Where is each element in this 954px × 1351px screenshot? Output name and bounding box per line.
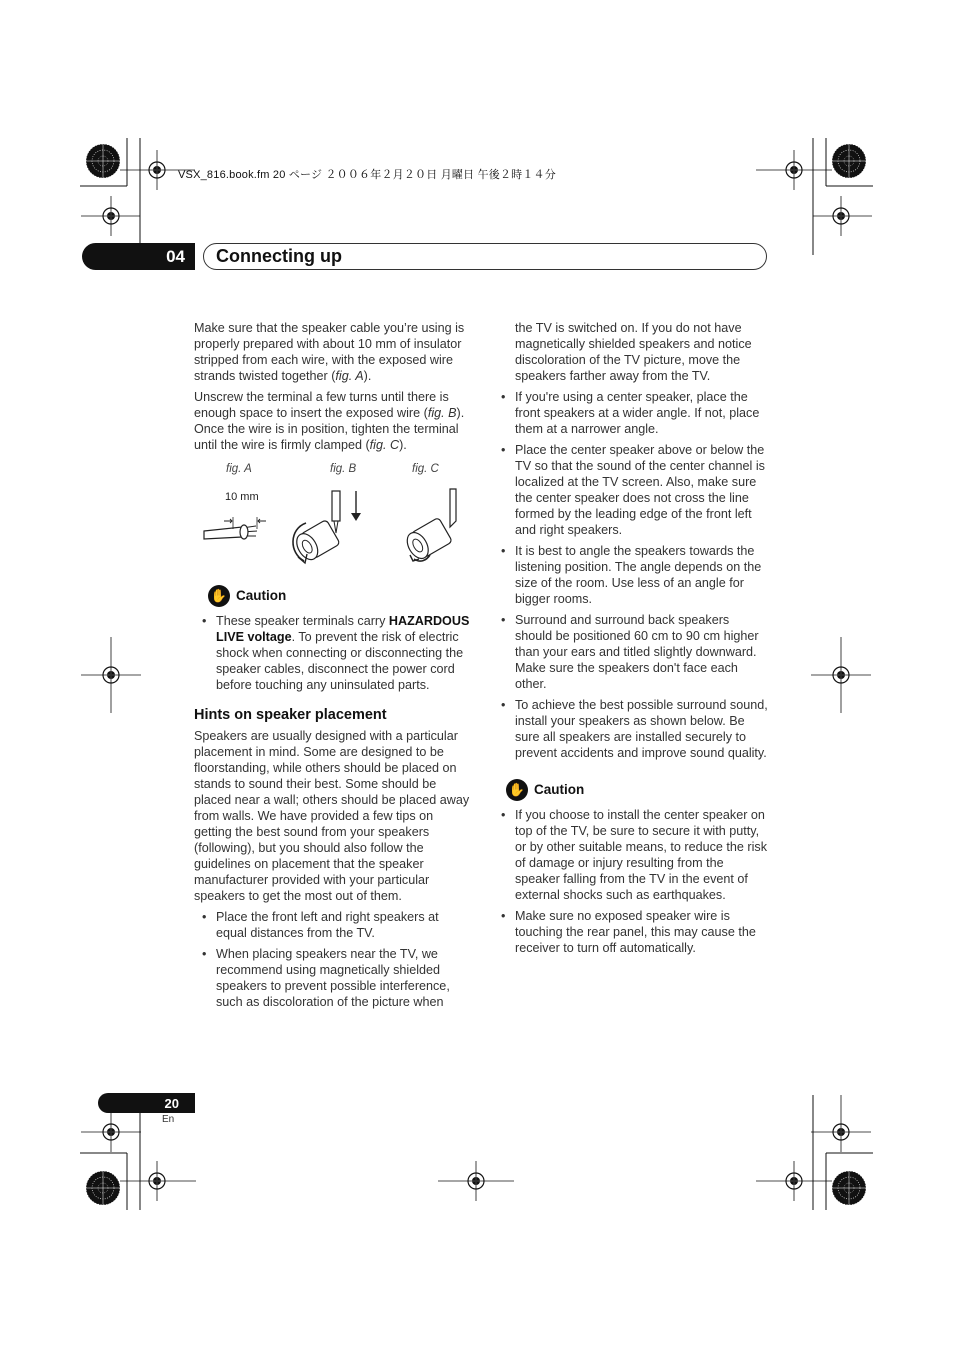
terminal-figures	[194, 461, 470, 579]
cable-prep-paragraph: Make sure that the speaker cable you’re using is properly prepared with about 10 mm of insulator stripped from each wire, with the exposed wire strands twisted together (fig. A).	[194, 321, 465, 383]
list-item: • Place the center speaker above or below the TV so that the sound of the center channel is localized at the TV screen. Also, make sure the center speaker does not cross the line formed by the leading edge of the front left and right speakers.	[493, 442, 768, 538]
fig-b-label: fig. B	[330, 463, 357, 475]
page-number: 20	[164, 1095, 179, 1111]
placement-tips-list-continued	[493, 389, 768, 761]
chapter-title-box	[203, 243, 767, 270]
registration-sunburst-top-left	[86, 144, 120, 178]
registration-sunburst-bottom-right	[832, 1171, 866, 1205]
hints-intro-paragraph: Speakers are usually designed with a particular placement in mind. Some are designed to be floorstanding, while others should be placed on stands to sound their best. Some should be placed near a wall; others should be placed away from walls. We have provided a few tips on getting the best sound from your speakers (following), but you should also follow the guidelines on placement that the speaker manufacturer provided with your particular speakers to get the most out of them.	[194, 729, 470, 903]
chapter-number: 04	[166, 246, 185, 266]
registration-sunburst-top-right	[832, 144, 866, 178]
caution-hand-icon: ✋	[506, 779, 528, 801]
list-item: • If you're using a center speaker, place the front speakers at a wider angle. If not, place them at a narrower angle.	[493, 389, 768, 437]
section-heading-hints: Hints on speaker placement	[194, 707, 387, 723]
speaker-wire-illustration	[194, 481, 470, 579]
caution-heading: ✋ Caution	[506, 779, 768, 801]
print-file-header: VSX_816.book.fm 20 ページ ２００６年２月２０日 月曜日 午後２時１４分	[178, 169, 556, 181]
registration-sunburst-bottom-left	[86, 1171, 120, 1205]
list-item: • Make sure no exposed speaker wire is touching the rear panel, this may cause the receiver to turn off automatically.	[493, 908, 768, 956]
list-item: • If you choose to install the center speaker on top of the TV, be sure to secure it with putty, or by other suitable means, to reduce the risk of damage or injury resulting from the speaker falling from the TV in the event of external shocks such as earthquakes.	[493, 807, 768, 903]
caution-hand-icon: ✋	[208, 585, 230, 607]
placement-tips-list	[194, 909, 470, 1010]
strip-length-label: 10 mm	[225, 491, 259, 503]
list-item: • It is best to angle the speakers towards the listening position. The angle depends on the size of the room. Use less of an angle for bigger rooms.	[493, 543, 768, 607]
page-number-badge	[98, 1093, 195, 1113]
chapter-number-badge	[82, 243, 195, 270]
list-item: • To achieve the best possible surround sound, install your speakers as shown below. Be sure all speakers are installed securely to prevent accidents and improve sound quality.	[493, 697, 768, 761]
list-item: • When placing speakers near the TV, we recommend using magnetically shielded speakers to prevent possible interference, such as discoloration of the picture when	[194, 946, 470, 1010]
terminal-paragraph: Unscrew the terminal a few turns until there is enough space to insert the exposed wire (fig. B). Once the wire is in position, tighten the terminal until the wire is firmly clamped (fig. C).	[194, 390, 465, 452]
terminal-unscrew-drawing	[292, 491, 361, 563]
stripped-wire-drawing	[204, 517, 266, 539]
caution-list	[194, 613, 470, 693]
left-column	[194, 320, 470, 1015]
caution-heading: ✋ Caution	[208, 585, 470, 607]
list-item: • These speaker terminals carry HAZARDOUS LIVE voltage. To prevent the risk of electric shock when connecting or disconnecting the speaker cables, disconnect the power cord before touching any uninsulated parts.	[194, 613, 470, 693]
chapter-title: Connecting up	[216, 246, 342, 266]
continued-paragraph: the TV is switched on. If you do not have magnetically shielded speakers and notice discoloration of the TV picture, move the speakers farther away from the TV.	[515, 321, 752, 383]
fig-c-label: fig. C	[412, 463, 439, 475]
page-language: En	[162, 1114, 175, 1125]
list-item: • Surround and surround back speakers should be positioned 60 cm to 90 cm higher than your ears and titled slightly downward. Make sure the speakers don't face each other.	[493, 612, 768, 692]
caution-list	[493, 807, 768, 956]
list-item: • Place the front left and right speakers at equal distances from the TV.	[194, 909, 470, 941]
terminal-tighten-drawing	[403, 489, 456, 562]
fig-a-label: fig. A	[226, 463, 252, 475]
right-column	[500, 320, 768, 961]
